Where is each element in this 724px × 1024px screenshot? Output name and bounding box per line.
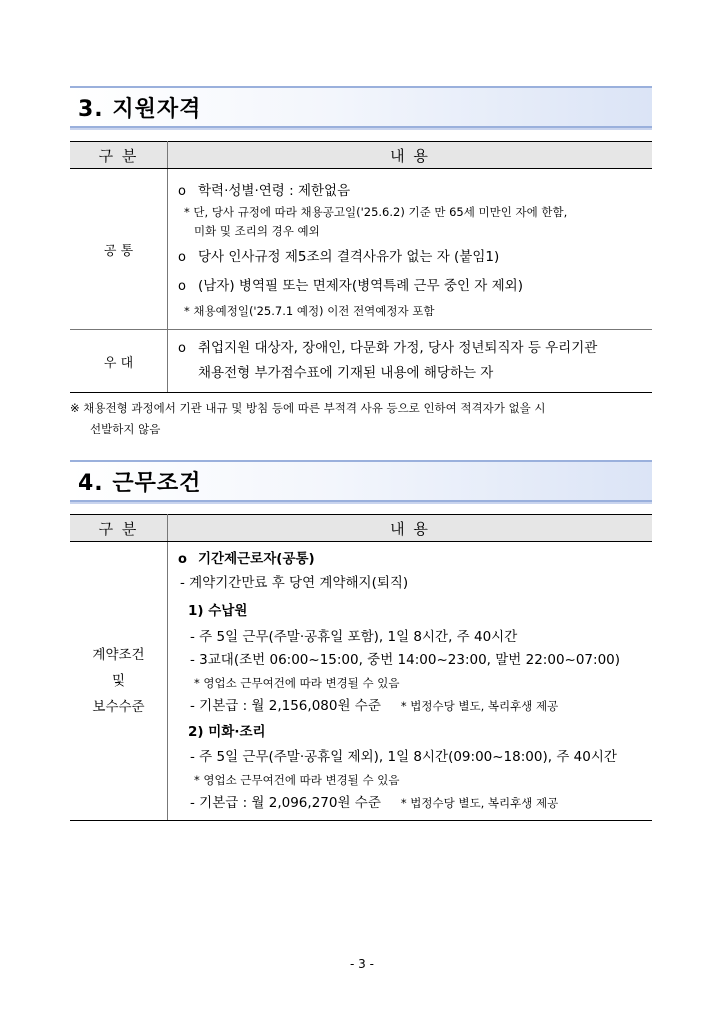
list-item: 2) 미화·조리 [188,724,266,740]
list-item: o 당사 인사규정 제5조의 결격사유가 없는 자 (붙임1) [178,243,652,272]
list-item: 채용전형 부가점수표에 기재된 내용에 해당하는 자 [198,365,494,381]
list-item: - 기본급 : 월 2,096,270원 수준 * 법정수당 별도, 복리후생 제공 [190,795,559,811]
table-header-row [70,142,652,169]
list-item: - 주 5일 근무(주말·공휴일 제외), 1일 8시간(09:00~18:00), 주 40시간 [190,749,617,765]
list-item: - 3교대(조번 06:00~15:00, 중번 14:00~23:00, 말번 22:00~07:00) [190,652,621,668]
list-item: o 학력·성별·연령 : 제한없음 [178,180,652,203]
section-4-title: 4. 근무조건 [78,471,202,496]
list-item: 미화 및 조리의 경우 예외 [194,223,320,238]
section-4-heading [70,460,652,502]
header-content: 내 용 [168,142,653,169]
row-content [168,169,653,330]
row-content [168,330,653,393]
qualification-note [70,398,660,440]
table-row-common [70,169,652,330]
section-3-title: 3. 지원자격 [78,97,202,122]
list-item: 1) 수납원 [188,603,248,619]
note-line: ※ 채용전형 과정에서 기관 내규 및 방침 등에 따른 부적격 사유 등으로 인하여 적격자가 없을 시 [70,401,546,415]
list-item: * 영업소 근무여건에 따라 변경될 수 있음 [194,773,400,787]
work-conditions-table [70,514,652,821]
list-item: - 계약기간만료 후 당연 계약해지(퇴직) [180,575,409,591]
header-category: 구 분 [70,515,168,542]
row-category: 공 통 [70,169,168,330]
list-item: o 취업지원 대상자, 장애인, 다문화 가정, 당사 정년퇴직자 등 우리기관 [178,336,652,361]
bullet-marker: o [178,183,186,199]
list-item: * 채용예정일('25.7.1 예정) 이전 전역예정자 포함 [184,303,435,318]
list-item: - 기본급 : 월 2,156,080원 수준 * 법정수당 별도, 복리후생 제공 [190,698,559,714]
bullet-marker: o [178,552,187,567]
bullet-marker: o [178,249,186,265]
list-item: o 기간제근로자(공통) [178,547,652,572]
header-category: 구 분 [70,142,168,169]
table-row-preference [70,330,652,393]
list-item: * 단, 당사 규정에 따라 채용공고일('25.6.2) 기준 만 65세 미만인 자에 한함, [184,204,568,219]
table-row-contract [70,542,652,821]
page-number: - 3 - [350,957,374,971]
qualification-table [70,141,652,393]
row-content [168,542,653,821]
bullet-marker: o [178,341,186,356]
list-item: - 주 5일 근무(주말·공휴일 포함), 1일 8시간, 주 40시간 [190,629,518,645]
row-category: 계약조건 및 보수수준 [70,542,168,821]
note-line: 선발하지 않음 [90,422,161,436]
bullet-marker: o [178,278,186,294]
header-content: 내 용 [168,515,653,542]
row-category: 우 대 [70,330,168,393]
list-item: o (남자) 병역필 또는 면제자(병역특례 근무 중인 자 제외) [178,272,652,301]
table-header-row [70,515,652,542]
section-3-heading [70,86,652,128]
list-item: * 영업소 근무여건에 따라 변경될 수 있음 [194,676,400,690]
